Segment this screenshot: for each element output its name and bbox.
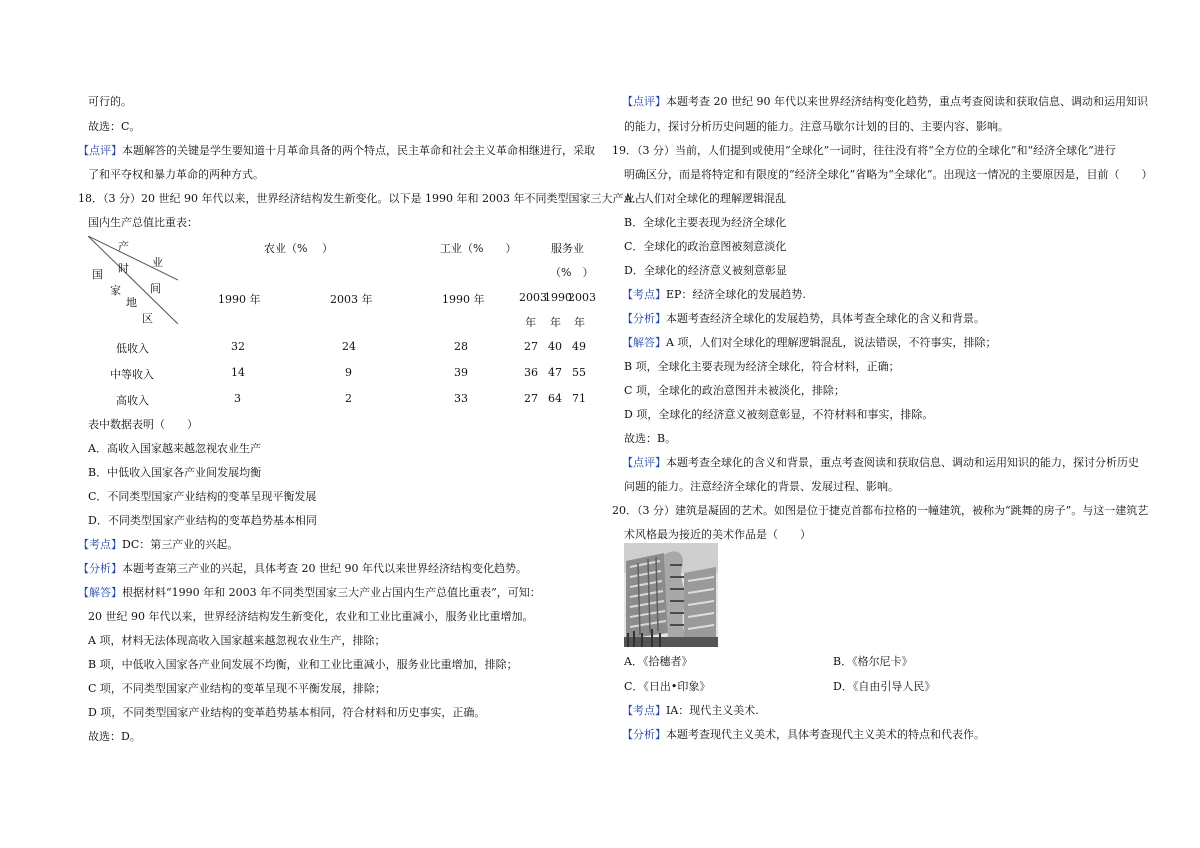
table-cell: 55 — [572, 366, 586, 379]
fenxi-text: 本题考查现代主义美术，具体考查现代主义美术的特点和代表作。 — [666, 728, 985, 741]
text-line: 了和平夺权和暴力革命的两种方式。 — [88, 168, 264, 181]
analysis-line: 20 世纪 90 年代以来，世界经济结构发生新变化，农业和工业比重减小，服务业比重增加。 — [88, 610, 534, 623]
table-cell: 28 — [454, 340, 468, 353]
table-cell: 27 — [524, 340, 538, 353]
kaodian-text: EP：经济全球化的发展趋势. — [666, 288, 806, 301]
diag-label: 家 — [110, 284, 121, 297]
dianping-text: 本题考查全球化的含义和背景，重点考查阅读和获取信息、调动和运用知识的能力，探讨分析历史 — [666, 456, 1139, 469]
option-b: B．《格尔尼卡》 — [833, 655, 913, 668]
option-a: A．人们对全球化的理解逻辑混乱 — [624, 192, 786, 205]
dianping-19-cont: 问题的能力。注意经济全球化的背景、发展过程、影响。 — [624, 480, 899, 493]
fenxi-19 — [622, 312, 985, 326]
table-cell: 64 — [548, 392, 562, 405]
kaodian-19 — [622, 288, 806, 302]
option-d: D．不同类型国家产业结构的变革趋势基本相同 — [88, 514, 317, 527]
option-a: A．高收入国家越来越忽视农业生产 — [88, 442, 261, 455]
table-cell: 36 — [524, 366, 538, 379]
table-cell: 47 — [548, 366, 562, 379]
row-label: 中等收入 — [110, 368, 154, 381]
comment-18-cont: 的能力，探讨分析历史问题的能力。注意马歇尔计划的目的、主要内容、影响。 — [624, 120, 1009, 133]
table-cell: 14 — [231, 366, 245, 379]
table-cell: 40 — [548, 340, 562, 353]
analysis-line: B 项，全球化主要表现为经济全球化，符合材料，正确； — [624, 360, 900, 373]
kaodian-text: DC：第三产业的兴起。 — [122, 538, 239, 551]
tag-jieda: 【解答】 — [78, 586, 122, 599]
comment-text: 本题考查 20 世纪 90 年代以来世界经济结构变化趋势，重点考查阅读和获取信息、调动和运用知识 — [666, 95, 1148, 108]
analysis-line: B 项，中低收入国家各产业间发展不均衡，业和工业比重减小，服务业比重增加，排除； — [88, 658, 518, 671]
analysis-line: C 项，不同类型国家产业结构的变革呈现不平衡发展，排除； — [88, 682, 386, 695]
year-header: 2003 — [519, 291, 547, 304]
tag-kaodian: 【考点】 — [78, 538, 122, 551]
jieda-text: A 项，人们对全球化的理解逻辑混乱，说法错误，不符事实，排除； — [666, 336, 997, 349]
dianping-19 — [622, 456, 1139, 470]
diag-label: 业 — [152, 256, 163, 269]
year-suffix: 年 — [574, 316, 585, 329]
text-line: 故选：C。 — [88, 120, 141, 133]
table-cell: 32 — [231, 340, 245, 353]
table-cell: 2 — [345, 392, 352, 405]
option-b: B．中低收入国家各产业间发展均衡 — [88, 466, 262, 479]
jieda-19 — [622, 336, 996, 350]
year-header: 2003 — [568, 291, 596, 304]
tag-kaodian: 【考点】 — [622, 704, 666, 717]
table-cell: 3 — [234, 392, 241, 405]
comment-18 — [622, 95, 1148, 109]
header-industry: 工业（% ） — [440, 242, 517, 255]
row-label: 低收入 — [116, 342, 149, 355]
year-header: 1990 年 — [218, 293, 261, 306]
table-cell: 27 — [524, 392, 538, 405]
tag-fenxi: 【分析】 — [78, 562, 122, 575]
kaodian-20 — [622, 704, 759, 718]
row-label: 高收入 — [116, 394, 149, 407]
text-line: 国内生产总值比重表： — [88, 216, 198, 229]
jieda-18 — [78, 586, 541, 600]
question-19-stem-cont: 明确区分，而是将特定和有限度的“经济全球化”省略为“全球化”。出现这一情况的主要原因是，目前（ ） — [624, 168, 1153, 181]
tag-fenxi: 【分析】 — [622, 728, 666, 741]
option-d: D．全球化的经济意义被刻意彰显 — [624, 264, 787, 277]
answer-line: 故选：D。 — [88, 730, 141, 743]
text-line: 可行的。 — [88, 95, 132, 108]
comment-17 — [78, 144, 595, 158]
diag-label: 国 — [92, 268, 103, 281]
tag-dianping: 【点评】 — [622, 456, 666, 469]
analysis-line: C 项，全球化的政治意图并未被淡化，排除； — [624, 384, 845, 397]
fenxi-18 — [78, 562, 527, 576]
diag-label: 时 — [118, 262, 129, 275]
tag-fenxi: 【分析】 — [622, 312, 666, 325]
question-20-stem-cont: 术风格最为接近的美术作品是（ ） — [624, 528, 811, 541]
diag-label: 地 — [126, 296, 137, 309]
table-cell: 24 — [342, 340, 356, 353]
table-cell: 9 — [345, 366, 352, 379]
answer-line: 故选：B。 — [624, 432, 677, 445]
table-cell: 33 — [454, 392, 468, 405]
fenxi-20 — [622, 728, 985, 742]
analysis-line: D 项，全球化的经济意义被刻意彰显，不符材料和事实，排除。 — [624, 408, 934, 421]
analysis-line: D 项，不同类型国家产业结构的变革趋势基本相同，符合材料和历史事实，正确。 — [88, 706, 486, 719]
fenxi-text: 本题考查第三产业的兴起，具体考查 20 世纪 90 年代以来世界经济结构变化趋势。 — [122, 562, 527, 575]
year-header: 2003 年 — [330, 293, 373, 306]
comment-text: 本题解答的关键是学生要知道十月革命具备的两个特点，民主革命和社会主义革命相继进行，采取 — [122, 144, 595, 157]
year-header: 1990 — [544, 291, 572, 304]
option-a: A．《拾穗者》 — [624, 655, 693, 668]
year-header: 1990 年 — [442, 293, 485, 306]
year-suffix: 年 — [525, 316, 536, 329]
table-cell: 49 — [572, 340, 586, 353]
kaodian-18 — [78, 538, 238, 552]
diag-label: 间 — [150, 282, 161, 295]
question-19-stem: 19．（3 分）当前，人们提到或使用“全球化”一词时，往往没有将“全方位的全球化”和“经济全球化”进行 — [612, 144, 1116, 157]
analysis-line: A 项，材料无法体现高收入国家越来越忽视农业生产，排除； — [88, 634, 386, 647]
data-table — [88, 236, 600, 414]
header-service: 服务业 — [551, 242, 584, 255]
option-b: B．全球化主要表现为经济全球化 — [624, 216, 787, 229]
option-c: C．《日出•印象》 — [624, 680, 711, 693]
tag-dianping: 【点评】 — [622, 95, 666, 108]
diag-label: 产 — [118, 240, 129, 253]
dancing-house-photo — [624, 543, 718, 647]
question-18-stem: 18．（3 分）20 世纪 90 年代以来，世界经济结构发生新变化。以下是 1990 年和 2003 年不同类型国家三大产业占 — [78, 192, 646, 205]
table-cell: 71 — [572, 392, 586, 405]
question-18-prompt: 表中数据表明（ ） — [88, 418, 198, 431]
kaodian-text: IA：现代主义美术. — [666, 704, 759, 717]
jieda-text: 根据材料“1990 年和 2003 年不同类型国家三大产业占国内生产总值比重表”，可知： — [122, 586, 541, 599]
year-suffix: 年 — [550, 316, 561, 329]
header-service-unit: （% ） — [550, 266, 594, 279]
tag-dianping: 【点评】 — [78, 144, 122, 157]
tag-kaodian: 【考点】 — [622, 288, 666, 301]
fenxi-text: 本题考查经济全球化的发展趋势，具体考查全球化的含义和背景。 — [666, 312, 985, 325]
table-cell: 39 — [454, 366, 468, 379]
option-c: C．全球化的政治意图被刻意淡化 — [624, 240, 787, 253]
header-agriculture: 农业（% ） — [264, 242, 333, 255]
question-20-stem: 20．（3 分）建筑是凝固的艺术。如图是位于捷克首都布拉格的一幢建筑，被称为“跳舞的房子”。与这一建筑艺 — [612, 504, 1149, 517]
option-d: D．《自由引导人民》 — [833, 680, 936, 693]
tag-jieda: 【解答】 — [622, 336, 666, 349]
diag-label: 区 — [142, 312, 153, 325]
option-c: C．不同类型国家产业结构的变革呈现平衡发展 — [88, 490, 317, 503]
